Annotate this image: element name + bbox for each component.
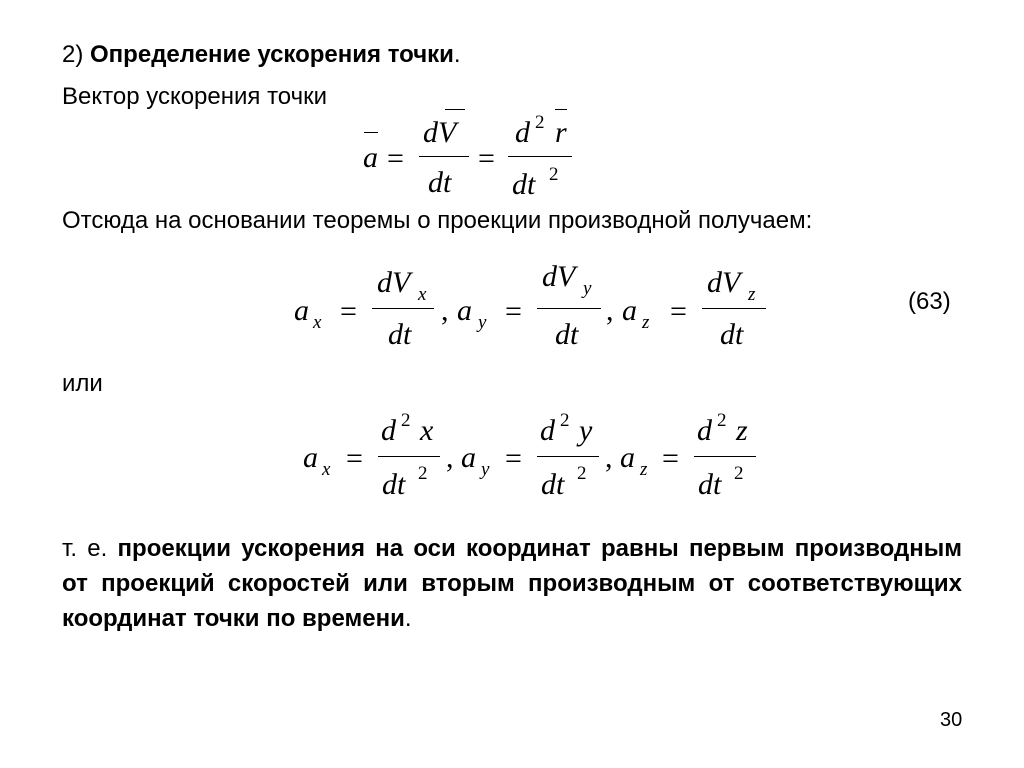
eq1-a: a xyxy=(363,141,378,174)
eq63-a-z: a xyxy=(622,294,637,327)
eq1-r: r xyxy=(555,116,567,149)
eq63-dV-sub-y: y xyxy=(583,278,592,299)
eq1-equals-1: = xyxy=(387,142,404,175)
eq2-pow-top-y: 2 xyxy=(560,410,570,431)
conclusion-suffix: . xyxy=(404,605,412,632)
eq2-a-z: a xyxy=(620,441,635,474)
eq63-dV-sub-z: z xyxy=(748,284,756,305)
slide-heading xyxy=(62,38,461,72)
eq2-sub-z: z xyxy=(640,459,648,480)
eq2-pow-bottom-y: 2 xyxy=(577,463,587,484)
eq2-comma-1: , xyxy=(446,441,454,474)
eq63-dt-2: dt xyxy=(555,318,579,351)
eq63-fraction-line-1 xyxy=(372,308,434,309)
eq2-fraction-line-3 xyxy=(694,456,756,457)
eq2-a-x: a xyxy=(303,441,318,474)
equation-number-63: (63) xyxy=(908,288,951,315)
eq2-z: z xyxy=(736,414,748,447)
eq2-dt-3: dt xyxy=(698,468,722,501)
eq2-d-y: d xyxy=(540,414,555,447)
eq2-y: y xyxy=(579,414,593,447)
eq2-sub-y: y xyxy=(481,459,490,480)
eq2-fraction-line-2 xyxy=(537,456,599,457)
hence-text: Отсюда на основании теоремы о проекции производной получаем: xyxy=(62,207,813,234)
eq2-d-z: d xyxy=(697,414,712,447)
eq2-x: x xyxy=(420,414,434,447)
eq63-dV-sub-x: x xyxy=(418,284,427,305)
heading-title: Определение ускорения точки xyxy=(90,41,454,68)
eq63-dV-x: dV xyxy=(377,266,411,299)
vector-bar-v xyxy=(445,109,465,110)
eq63-dt-3: dt xyxy=(720,318,744,351)
eq2-pow-bottom-z: 2 xyxy=(734,463,744,484)
eq1-d: d xyxy=(515,116,530,149)
eq2-fraction-line-1 xyxy=(378,456,440,457)
eq63-comma-2: , xyxy=(606,294,614,327)
eq1-fraction-line-2 xyxy=(508,156,572,157)
eq63-a-x: a xyxy=(294,294,309,327)
conclusion-paragraph xyxy=(62,531,962,636)
page-number: 30 xyxy=(940,709,963,731)
eq1-fraction-line-1 xyxy=(419,156,469,157)
eq63-comma-1: , xyxy=(441,294,449,327)
conclusion-prefix: т. е. xyxy=(62,535,108,562)
vector-bar-r xyxy=(555,109,567,110)
eq1-dt-1: dt xyxy=(428,166,452,199)
eq2-pow-top-z: 2 xyxy=(717,410,727,431)
heading-period: . xyxy=(453,41,461,68)
conclusion-bold: проекции ускорения на оси координат равны первым производным от проекций скоростей или вторым производным от соответствующих координат точки по времени xyxy=(62,535,962,632)
eq2-dt-1: dt xyxy=(382,468,406,501)
eq63-dV-y: dV xyxy=(542,260,576,293)
eq2-pow-bottom-x: 2 xyxy=(418,463,428,484)
eq63-a-y: a xyxy=(457,294,472,327)
or-text: или xyxy=(62,370,103,397)
eq63-equals-3: = xyxy=(670,295,687,328)
eq2-d-x: d xyxy=(381,414,396,447)
eq63-dt-1: dt xyxy=(388,318,412,351)
eq2-comma-2: , xyxy=(605,441,613,474)
intro-text: Вектор ускорения точки xyxy=(62,83,328,110)
eq63-equals-2: = xyxy=(505,295,522,328)
eq63-sub-z: z xyxy=(642,312,650,333)
eq63-sub-x: x xyxy=(313,312,322,333)
eq1-equals-2: = xyxy=(478,142,495,175)
eq63-fraction-line-3 xyxy=(702,308,766,309)
eq2-dt-2: dt xyxy=(541,468,565,501)
eq2-equals-1: = xyxy=(346,442,363,475)
eq63-dV-z: dV xyxy=(707,266,741,299)
eq2-equals-3: = xyxy=(662,442,679,475)
eq1-dt-2: dt xyxy=(512,168,536,201)
heading-number: 2) xyxy=(62,41,84,68)
eq2-pow-top-x: 2 xyxy=(401,410,411,431)
eq1-power-2-bottom: 2 xyxy=(549,164,559,185)
eq2-equals-2: = xyxy=(505,442,522,475)
eq63-sub-y: y xyxy=(478,312,487,333)
eq2-sub-x: x xyxy=(322,459,331,480)
vector-bar-a xyxy=(364,132,378,133)
eq2-a-y: a xyxy=(461,441,476,474)
eq63-fraction-line-2 xyxy=(537,308,601,309)
eq63-equals-1: = xyxy=(340,295,357,328)
eq1-dV: dV xyxy=(423,116,457,149)
eq1-power-2-top: 2 xyxy=(535,112,545,133)
